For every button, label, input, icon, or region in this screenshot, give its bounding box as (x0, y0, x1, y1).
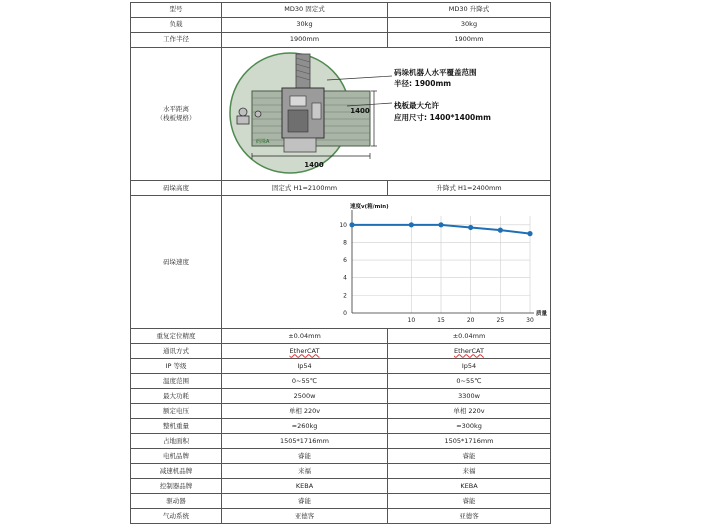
spec-value-fixed: Ip54 (222, 359, 388, 374)
speed-chart-cell (222, 196, 551, 329)
x-tick-label: 10 (407, 317, 416, 325)
spec-value-fixed: 来福 (222, 464, 388, 479)
spec-value-lift: 睿能 (388, 494, 551, 509)
spec-value-lift: 亚德客 (388, 509, 551, 524)
y-tick-label: 6 (343, 257, 347, 265)
y-tick-label: 8 (343, 239, 347, 247)
spec-row (131, 464, 551, 479)
spec-value-fixed: 0~55℃ (222, 374, 388, 389)
spec-value-lift: 0~55℃ (388, 374, 551, 389)
spec-value-fixed: 30kg (222, 18, 388, 33)
header-row (131, 3, 551, 18)
spec-row (131, 329, 551, 344)
spec-label: 气动系统 (131, 509, 222, 524)
data-point (498, 228, 503, 233)
header-model-fixed: MD30 固定式 (222, 3, 388, 18)
pallet-caption-line1: 栈板最大允许 (394, 101, 439, 110)
spec-value-fixed: 固定式 H1=2100mm (222, 181, 388, 196)
spec-label: 重复定位精度 (131, 329, 222, 344)
x-tick-label: 15 (437, 317, 445, 325)
spec-value-lift: ≈300kg (388, 419, 551, 434)
pallet-caption-line2: 应用尺寸: 1400*1400mm (394, 113, 491, 122)
spec-value-lift (388, 344, 551, 359)
spec-value-fixed: 1900mm (222, 33, 388, 48)
speed-label: 码垛速度 (131, 196, 222, 329)
spec-row-height (131, 181, 551, 196)
range-diagram-cell (222, 48, 551, 181)
spec-label: 占地面积 (131, 434, 222, 449)
spec-value-fixed: 2500w (222, 389, 388, 404)
spec-label: IP 等级 (131, 359, 222, 374)
spec-label: 最大功耗 (131, 389, 222, 404)
header-label: 型号 (131, 3, 222, 18)
spec-row (131, 479, 551, 494)
spec-label: 温度范围 (131, 374, 222, 389)
spec-value-lift: 升降式 H1=2400mm (388, 181, 551, 196)
spec-label: 额定电压 (131, 404, 222, 419)
spec-label: 负载 (131, 18, 222, 33)
spec-value-fixed: ≈260kg (222, 419, 388, 434)
spec-value-lift: Ip54 (388, 359, 551, 374)
pallet-conveyor (284, 138, 316, 152)
spec-value-fixed: 亚德客 (222, 509, 388, 524)
header-model-lift: MD30 升降式 (388, 3, 551, 18)
spec-row-load (131, 18, 551, 33)
spec-value-fixed (222, 344, 388, 359)
spec-value-lift: 单相 220v (388, 404, 551, 419)
spec-label: 减速机品牌 (131, 464, 222, 479)
spec-value-fixed: 睿能 (222, 494, 388, 509)
robot-column (296, 54, 310, 88)
data-point (409, 222, 414, 227)
y-tick-label: 0 (343, 310, 347, 318)
spec-row-radius (131, 33, 551, 48)
spec-value-fixed: 1505*1716mm (222, 434, 388, 449)
spec-label: 驱动器 (131, 494, 222, 509)
spec-value-text: EtherCAT (289, 346, 320, 355)
spec-value-lift: 睿能 (388, 449, 551, 464)
data-point (527, 231, 532, 236)
range-label: 水平距离 (163, 104, 189, 113)
spec-value-fixed: 单相 220v (222, 404, 388, 419)
speed-chart (222, 196, 551, 326)
spec-row (131, 344, 551, 359)
data-point (349, 222, 354, 227)
dim-label-v: 1400 (350, 107, 370, 115)
spec-table (130, 2, 551, 524)
range-sublabel: （栈板规格） (156, 114, 196, 123)
spec-row (131, 449, 551, 464)
spec-row (131, 374, 551, 389)
spec-value-fixed: KEBA (222, 479, 388, 494)
x-tick-label: 30 (526, 317, 534, 325)
spec-value-lift: 来福 (388, 464, 551, 479)
x-tick-label: 25 (496, 317, 505, 325)
spec-row (131, 404, 551, 419)
spec-row (131, 359, 551, 374)
spec-row (131, 419, 551, 434)
x-tick-label: 20 (466, 317, 475, 325)
x-axis-title: 质量 (536, 311, 548, 318)
spec-value-lift: ±0.04mm (388, 329, 551, 344)
spec-label: 控制器品牌 (131, 479, 222, 494)
spec-label: 码垛高度 (131, 181, 222, 196)
y-axis-title: 速度v(箱/min) (350, 204, 389, 211)
spec-row (131, 494, 551, 509)
spec-label: 电机品牌 (131, 449, 222, 464)
coverage-caption-line2: 半径: 1900mm (394, 79, 452, 88)
data-point (468, 225, 473, 230)
spec-value-lift: 1505*1716mm (388, 434, 551, 449)
spec-row (131, 389, 551, 404)
spec-value-fixed: ±0.04mm (222, 329, 388, 344)
spec-value-lift: 3300w (388, 389, 551, 404)
spec-label: 整机重量 (131, 419, 222, 434)
spec-value-lift: 30kg (388, 18, 551, 33)
pallet-tag: 码垛A (256, 139, 270, 145)
data-point (438, 222, 443, 227)
speed-row (131, 196, 551, 329)
spec-value-text: EtherCAT (454, 346, 484, 355)
spec-label: 工作半径 (131, 33, 222, 48)
y-tick-label: 2 (343, 292, 347, 300)
coverage-caption-line1: 码垛机器人水平覆盖范围 (394, 68, 477, 77)
y-tick-label: 4 (343, 274, 347, 282)
spec-value-fixed: 睿能 (222, 449, 388, 464)
spec-row (131, 509, 551, 524)
spec-value-lift: 1900mm (388, 33, 551, 48)
spec-row (131, 434, 551, 449)
spec-value-lift: KEBA (388, 479, 551, 494)
range-label-cell (131, 48, 222, 181)
y-tick-label: 10 (339, 221, 347, 229)
range-row (131, 48, 551, 181)
spec-label: 通讯方式 (131, 344, 222, 359)
dim-label-h: 1400 (304, 161, 324, 169)
coverage-diagram (222, 48, 551, 178)
